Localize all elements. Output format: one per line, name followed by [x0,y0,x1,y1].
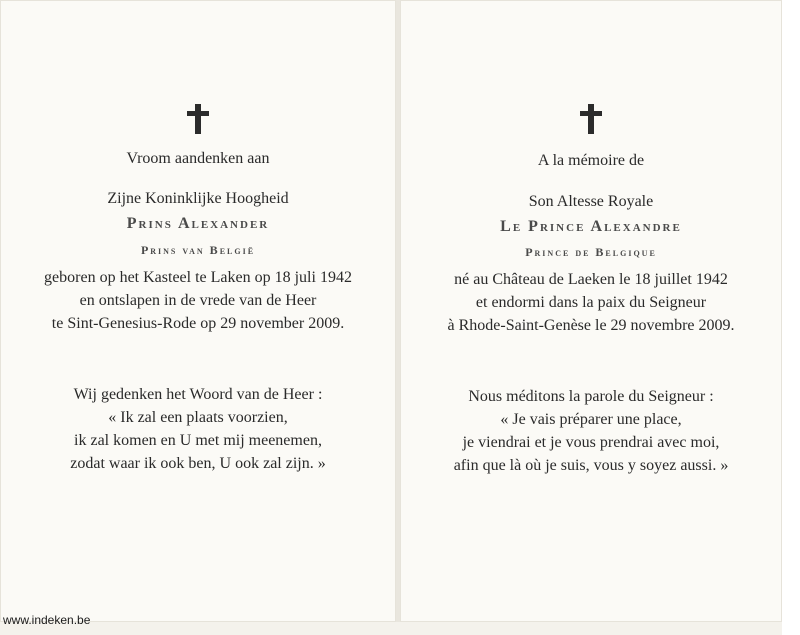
watermark-url[interactable]: www.indeken.be [3,613,91,627]
death-text-1: et endormi dans la paix du Seigneur [475,294,707,311]
verse-intro: Nous méditons la parole du Seigneur : [468,388,714,405]
cross-icon [580,104,602,134]
verse-line-1: « Ik zal een plaats voorzien, [108,409,288,426]
prince-name: Le Prince Alexandre [500,218,682,235]
page-margin [782,0,800,635]
intro-text: A la mémoire de [537,152,645,169]
honorific-text: Son Altesse Royale [528,193,654,210]
cross-icon [187,104,209,134]
birth-text: né au Château de Laeken le 18 juillet 1942 [454,271,728,288]
verse-intro: Wij gedenken het Woord van de Heer : [73,386,323,403]
verse-line-1: « Je vais préparer une place, [500,411,682,428]
verse-line-3: zodat waar ik ook ben, U ook zal zijn. » [70,455,326,472]
prince-name: Prins Alexander [126,215,270,232]
birth-text: geboren op het Kasteel te Laken op 18 juli 1942 [44,269,352,286]
prince-title: Prince de Belgique [525,245,657,259]
french-memorial-card [400,0,782,622]
prince-title: Prins van België [140,243,256,257]
verse-line-3: afin que là où je suis, vous y soyez aussi. » [453,457,729,474]
death-text-1: en ontslapen in de vrede van de Heer [79,292,317,309]
dutch-memorial-card [0,0,396,622]
verse-line-2: je viendrai et je vous prendrai avec moi, [462,434,720,451]
verse-line-2: ik zal komen en U met mij meenemen, [74,432,322,449]
intro-text: Vroom aandenken aan [126,150,270,167]
death-text-2: te Sint-Genesius-Rode op 29 november 2009. [51,315,345,332]
death-text-2: à Rhode-Saint-Genèse le 29 novembre 2009. [447,317,735,334]
honorific-text: Zijne Koninklijke Hoogheid [107,190,289,207]
